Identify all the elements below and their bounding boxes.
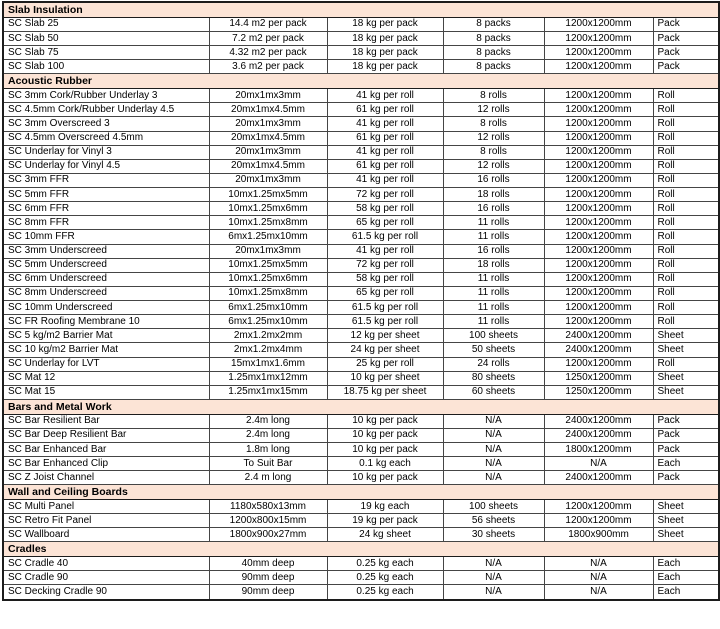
cell-product: SC Slab 25 [3,17,209,31]
cell-unit: Sheet [653,500,719,514]
table-row [3,272,719,286]
table-row [3,442,719,456]
table-row [3,117,719,131]
cell-product: SC 10mm Underscreed [3,301,209,315]
section-header-row [3,2,719,17]
cell-product: SC Bar Deep Resilient Bar [3,428,209,442]
cell-dimensions: 1200x1200mm [544,46,653,60]
cell-dimensions: N/A [544,457,653,471]
cell-quantity: 12 rolls [443,131,544,145]
cell-unit: Each [653,457,719,471]
cell-quantity: 8 packs [443,17,544,31]
cell-unit: Pack [653,471,719,485]
cell-weight: 61 kg per roll [327,131,443,145]
cell-weight: 58 kg per roll [327,272,443,286]
cell-weight: 61.5 kg per roll [327,315,443,329]
cell-dimensions: 1800x900mm [544,528,653,542]
cell-product: SC 5mm FFR [3,188,209,202]
cell-product: SC Z Joist Channel [3,471,209,485]
cell-dimensions: N/A [544,585,653,600]
cell-size: 1200x800x15mm [209,514,327,528]
cell-size: 40mm deep [209,557,327,571]
cell-unit: Pack [653,414,719,428]
table-row [3,471,719,485]
cell-product: SC Mat 12 [3,371,209,385]
table-row [3,216,719,230]
cell-quantity: 30 sheets [443,528,544,542]
section-title: Cradles [3,542,719,557]
cell-dimensions: 1200x1200mm [544,89,653,103]
cell-weight: 10 kg per pack [327,471,443,485]
cell-dimensions: 1200x1200mm [544,286,653,300]
cell-quantity: 16 rolls [443,244,544,258]
cell-weight: 41 kg per roll [327,173,443,187]
cell-weight: 24 kg sheet [327,528,443,542]
cell-dimensions: 2400x1200mm [544,329,653,343]
cell-weight: 58 kg per roll [327,202,443,216]
cell-weight: 41 kg per roll [327,145,443,159]
cell-weight: 61.5 kg per roll [327,230,443,244]
cell-quantity: 12 rolls [443,103,544,117]
cell-unit: Roll [653,145,719,159]
cell-weight: 10 kg per pack [327,428,443,442]
cell-product: SC Mat 15 [3,385,209,399]
cell-unit: Roll [653,103,719,117]
cell-product: SC Retro Fit Panel [3,514,209,528]
cell-product: SC 8mm Underscreed [3,286,209,300]
cell-quantity: 8 rolls [443,117,544,131]
table-row [3,60,719,74]
cell-product: SC 6mm FFR [3,202,209,216]
cell-dimensions: 1200x1200mm [544,173,653,187]
cell-quantity: 11 rolls [443,230,544,244]
cell-unit: Roll [653,286,719,300]
table-row [3,557,719,571]
cell-weight: 65 kg per roll [327,216,443,230]
cell-quantity: 8 rolls [443,145,544,159]
cell-unit: Each [653,571,719,585]
cell-unit: Each [653,557,719,571]
cell-size: 10mx1.25mx5mm [209,258,327,272]
cell-size: 6mx1.25mx10mm [209,301,327,315]
cell-weight: 0.1 kg each [327,457,443,471]
cell-product: SC Multi Panel [3,500,209,514]
cell-product: SC 3mm Underscreed [3,244,209,258]
cell-quantity: 60 sheets [443,385,544,399]
cell-quantity: 8 packs [443,60,544,74]
cell-weight: 0.25 kg each [327,571,443,585]
cell-size: 1.25mx1mx12mm [209,371,327,385]
cell-dimensions: 2400x1200mm [544,414,653,428]
cell-dimensions: 1200x1200mm [544,500,653,514]
section-header-row [3,74,719,89]
cell-size: 14.4 m2 per pack [209,17,327,31]
cell-quantity: 24 rolls [443,357,544,371]
cell-dimensions: 1200x1200mm [544,145,653,159]
section-header-row [3,399,719,414]
table-row [3,46,719,60]
table-row [3,173,719,187]
cell-size: 6mx1.25mx10mm [209,230,327,244]
cell-dimensions: N/A [544,557,653,571]
cell-dimensions: 1200x1200mm [544,103,653,117]
cell-weight: 18 kg per pack [327,60,443,74]
cell-dimensions: 1200x1200mm [544,188,653,202]
section-title: Slab Insulation [3,2,719,17]
cell-quantity: 18 rolls [443,188,544,202]
cell-size: To Suit Bar [209,457,327,471]
cell-size: 15mx1mx1.6mm [209,357,327,371]
cell-quantity: 100 sheets [443,329,544,343]
cell-product: SC 5 kg/m2 Barrier Mat [3,329,209,343]
table-row [3,571,719,585]
cell-quantity: 16 rolls [443,173,544,187]
cell-weight: 19 kg each [327,500,443,514]
cell-unit: Pack [653,32,719,46]
cell-dimensions: 2400x1200mm [544,343,653,357]
table-row [3,159,719,173]
cell-unit: Roll [653,117,719,131]
table-row [3,286,719,300]
cell-product: SC Slab 50 [3,32,209,46]
cell-quantity: N/A [443,557,544,571]
cell-unit: Roll [653,230,719,244]
cell-product: SC Slab 75 [3,46,209,60]
cell-size: 20mx1mx3mm [209,145,327,159]
cell-size: 1180x580x13mm [209,500,327,514]
table-row [3,329,719,343]
cell-quantity: 8 packs [443,46,544,60]
cell-quantity: N/A [443,414,544,428]
table-row [3,343,719,357]
cell-weight: 72 kg per roll [327,188,443,202]
cell-weight: 18.75 kg per sheet [327,385,443,399]
table-row [3,301,719,315]
cell-product: SC Cradle 40 [3,557,209,571]
cell-product: SC 3mm Cork/Rubber Underlay 3 [3,89,209,103]
cell-size: 20mx1mx4.5mm [209,103,327,117]
cell-dimensions: 1200x1200mm [544,272,653,286]
cell-unit: Roll [653,173,719,187]
cell-product: SC Underlay for Vinyl 4.5 [3,159,209,173]
section-header-row [3,485,719,500]
table-row [3,202,719,216]
cell-dimensions: 1200x1200mm [544,117,653,131]
cell-weight: 10 kg per pack [327,442,443,456]
table-row [3,585,719,600]
cell-unit: Roll [653,272,719,286]
table-row [3,32,719,46]
cell-weight: 41 kg per roll [327,117,443,131]
cell-quantity: 8 packs [443,32,544,46]
cell-dimensions: 1200x1200mm [544,514,653,528]
cell-dimensions: 1200x1200mm [544,230,653,244]
cell-quantity: 11 rolls [443,286,544,300]
cell-product: SC 6mm Underscreed [3,272,209,286]
cell-quantity: 11 rolls [443,301,544,315]
cell-quantity: 56 sheets [443,514,544,528]
table-row [3,131,719,145]
table-row [3,500,719,514]
cell-unit: Sheet [653,514,719,528]
cell-unit: Roll [653,258,719,272]
cell-unit: Roll [653,202,719,216]
cell-dimensions: 2400x1200mm [544,428,653,442]
cell-unit: Sheet [653,528,719,542]
cell-size: 20mx1mx4.5mm [209,131,327,145]
cell-quantity: 100 sheets [443,500,544,514]
cell-weight: 65 kg per roll [327,286,443,300]
cell-unit: Sheet [653,385,719,399]
cell-size: 20mx1mx3mm [209,244,327,258]
cell-product: SC 10 kg/m2 Barrier Mat [3,343,209,357]
cell-unit: Roll [653,89,719,103]
cell-dimensions: 1200x1200mm [544,131,653,145]
product-specification-table [2,1,720,601]
cell-product: SC FR Roofing Membrane 10 [3,315,209,329]
cell-weight: 10 kg per sheet [327,371,443,385]
cell-unit: Roll [653,357,719,371]
cell-dimensions: 1200x1200mm [544,301,653,315]
section-title: Acoustic Rubber [3,74,719,89]
table-row [3,457,719,471]
table-row [3,145,719,159]
cell-quantity: 18 rolls [443,258,544,272]
table-row [3,17,719,31]
cell-product: SC Underlay for Vinyl 3 [3,145,209,159]
cell-size: 20mx1mx4.5mm [209,159,327,173]
cell-weight: 0.25 kg each [327,585,443,600]
cell-quantity: N/A [443,571,544,585]
cell-dimensions: 1200x1200mm [544,159,653,173]
cell-size: 2mx1.2mx2mm [209,329,327,343]
cell-dimensions: 1200x1200mm [544,202,653,216]
cell-weight: 18 kg per pack [327,32,443,46]
cell-dimensions: 1800x1200mm [544,442,653,456]
cell-unit: Sheet [653,343,719,357]
cell-quantity: N/A [443,442,544,456]
cell-product: SC Bar Enhanced Clip [3,457,209,471]
cell-product: SC 8mm FFR [3,216,209,230]
cell-unit: Roll [653,244,719,258]
cell-weight: 41 kg per roll [327,89,443,103]
cell-weight: 24 kg per sheet [327,343,443,357]
cell-unit: Pack [653,442,719,456]
cell-quantity: 16 rolls [443,202,544,216]
cell-dimensions: 1200x1200mm [544,258,653,272]
cell-unit: Pack [653,46,719,60]
cell-quantity: 50 sheets [443,343,544,357]
cell-size: 1800x900x27mm [209,528,327,542]
section-title: Bars and Metal Work [3,399,719,414]
cell-dimensions: 1250x1200mm [544,371,653,385]
cell-dimensions: 1200x1200mm [544,244,653,258]
cell-weight: 61.5 kg per roll [327,301,443,315]
cell-dimensions: N/A [544,571,653,585]
cell-weight: 0.25 kg each [327,557,443,571]
cell-size: 20mx1mx3mm [209,89,327,103]
cell-unit: Pack [653,428,719,442]
section-title: Wall and Ceiling Boards [3,485,719,500]
table-row [3,428,719,442]
table-row [3,89,719,103]
cell-unit: Pack [653,60,719,74]
cell-dimensions: 1200x1200mm [544,60,653,74]
cell-unit: Pack [653,17,719,31]
cell-weight: 61 kg per roll [327,103,443,117]
cell-unit: Roll [653,131,719,145]
cell-size: 90mm deep [209,585,327,600]
table-row [3,258,719,272]
cell-unit: Sheet [653,329,719,343]
cell-dimensions: 1200x1200mm [544,357,653,371]
cell-dimensions: 1200x1200mm [544,32,653,46]
cell-dimensions: 1200x1200mm [544,216,653,230]
cell-product: SC 10mm FFR [3,230,209,244]
cell-weight: 18 kg per pack [327,46,443,60]
table-row [3,514,719,528]
cell-weight: 61 kg per roll [327,159,443,173]
cell-size: 90mm deep [209,571,327,585]
cell-unit: Roll [653,188,719,202]
cell-weight: 19 kg per pack [327,514,443,528]
cell-size: 10mx1.25mx6mm [209,272,327,286]
table-row [3,385,719,399]
cell-size: 2mx1.2mx4mm [209,343,327,357]
cell-dimensions: 1200x1200mm [544,315,653,329]
table-row [3,528,719,542]
cell-product: SC 4.5mm Overscreed 4.5mm [3,131,209,145]
cell-product: SC 4.5mm Cork/Rubber Underlay 4.5 [3,103,209,117]
cell-dimensions: 1200x1200mm [544,17,653,31]
cell-weight: 18 kg per pack [327,17,443,31]
cell-quantity: 11 rolls [443,272,544,286]
cell-size: 6mx1.25mx10mm [209,315,327,329]
cell-unit: Roll [653,159,719,173]
cell-product: SC 5mm Underscreed [3,258,209,272]
cell-product: SC Decking Cradle 90 [3,585,209,600]
cell-product: SC Underlay for LVT [3,357,209,371]
cell-dimensions: 1250x1200mm [544,385,653,399]
cell-weight: 10 kg per pack [327,414,443,428]
cell-quantity: 11 rolls [443,216,544,230]
cell-unit: Roll [653,301,719,315]
cell-quantity: 12 rolls [443,159,544,173]
cell-product: SC Slab 100 [3,60,209,74]
cell-size: 2.4m long [209,414,327,428]
cell-size: 4.32 m2 per pack [209,46,327,60]
cell-size: 2.4 m long [209,471,327,485]
cell-size: 7.2 m2 per pack [209,32,327,46]
cell-quantity: N/A [443,457,544,471]
cell-dimensions: 2400x1200mm [544,471,653,485]
table-row [3,357,719,371]
table-row [3,103,719,117]
table-row [3,230,719,244]
cell-quantity: N/A [443,428,544,442]
cell-unit: Each [653,585,719,600]
cell-product: SC Wallboard [3,528,209,542]
table-row [3,315,719,329]
table-row [3,244,719,258]
cell-unit: Roll [653,315,719,329]
cell-size: 10mx1.25mx8mm [209,216,327,230]
cell-size: 10mx1.25mx8mm [209,286,327,300]
table-row [3,371,719,385]
cell-size: 10mx1.25mx6mm [209,202,327,216]
product-table-body [3,2,719,600]
cell-weight: 41 kg per roll [327,244,443,258]
section-header-row [3,542,719,557]
cell-size: 3.6 m2 per pack [209,60,327,74]
cell-size: 20mx1mx3mm [209,117,327,131]
cell-size: 1.25mx1mx15mm [209,385,327,399]
cell-size: 2.4m long [209,428,327,442]
cell-quantity: N/A [443,585,544,600]
cell-unit: Roll [653,216,719,230]
cell-product: SC 3mm Overscreed 3 [3,117,209,131]
cell-weight: 25 kg per roll [327,357,443,371]
cell-quantity: 11 rolls [443,315,544,329]
cell-quantity: 8 rolls [443,89,544,103]
cell-product: SC Bar Enhanced Bar [3,442,209,456]
table-row [3,188,719,202]
cell-weight: 12 kg per sheet [327,329,443,343]
cell-product: SC 3mm FFR [3,173,209,187]
cell-product: SC Bar Resilient Bar [3,414,209,428]
cell-unit: Sheet [653,371,719,385]
cell-size: 1.8m long [209,442,327,456]
cell-quantity: N/A [443,471,544,485]
table-row [3,414,719,428]
cell-product: SC Cradle 90 [3,571,209,585]
cell-size: 20mx1mx3mm [209,173,327,187]
cell-weight: 72 kg per roll [327,258,443,272]
cell-quantity: 80 sheets [443,371,544,385]
cell-size: 10mx1.25mx5mm [209,188,327,202]
